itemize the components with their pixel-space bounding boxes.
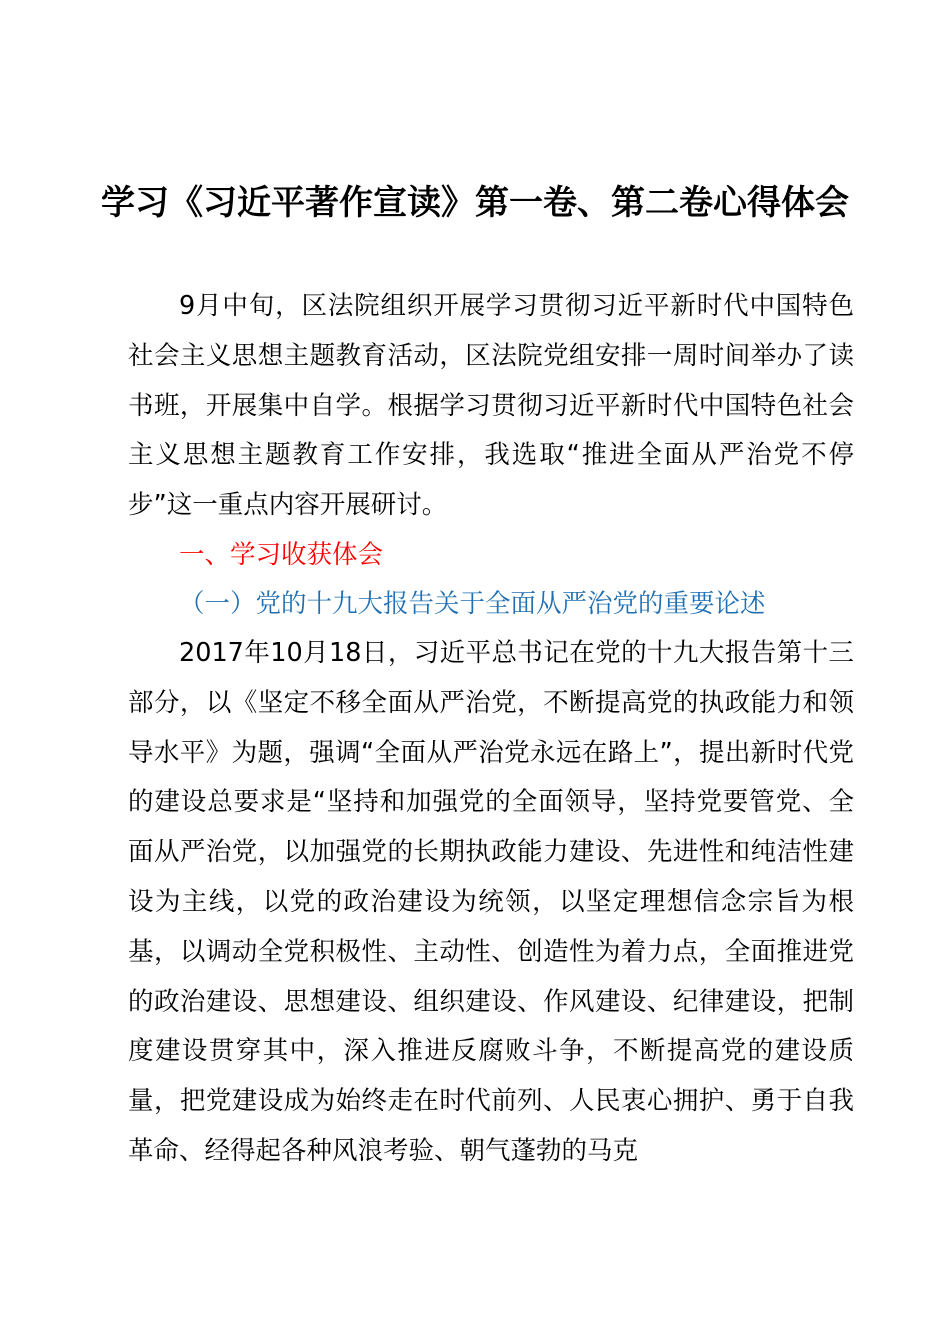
document-title: 学习《习近平著作宣读》第一卷、第二卷心得体会 <box>101 183 849 223</box>
section-heading: 一、学习收获体会 <box>179 540 384 570</box>
body-paragraph: 2017年10月18日，习近平总书记在党的十九大报告第十三部分，以《坚定不移全面从严治党，不断提高党的执政能力和领导水平》为题，强调“全面从严治党永远在路上”，提出新时代党的建设总要求是“坚持和加强党的全面领导，坚持党要管党、全面从严治党，以加强党的长期执政能力建设、先进性和纯洁性建设为主线，以党的政治建设为统领，以坚定理想信念宗旨为根基，以调动全党积极性、主动性、创造性为着力点，全面推进党的政治建设、思想建设、组织建设、作风建设、纪律建设，把制度建设贯穿其中，深入推进反腐败斗争，不断提高党的建设质量，把党建设成为始终走在时代前列、人民衷心拥护、勇于自我革命、经得起各种风浪考验、朝气蓬勃的马克 <box>128 638 854 1166</box>
intro-paragraph: 9月中旬，区法院组织开展学习贯彻习近平新时代中国特色社会主义思想主题教育活动，区法院党组安排一周时间举办了读书班，开展集中自学。根据学习贯彻习近平新时代中国特色社会主义思想主题教育工作安排，我选取“推进全面从严治党不停步”这一重点内容开展研讨。 <box>128 291 854 521</box>
subsection-heading: （一）党的十九大报告关于全面从严治党的重要论述 <box>179 589 766 619</box>
